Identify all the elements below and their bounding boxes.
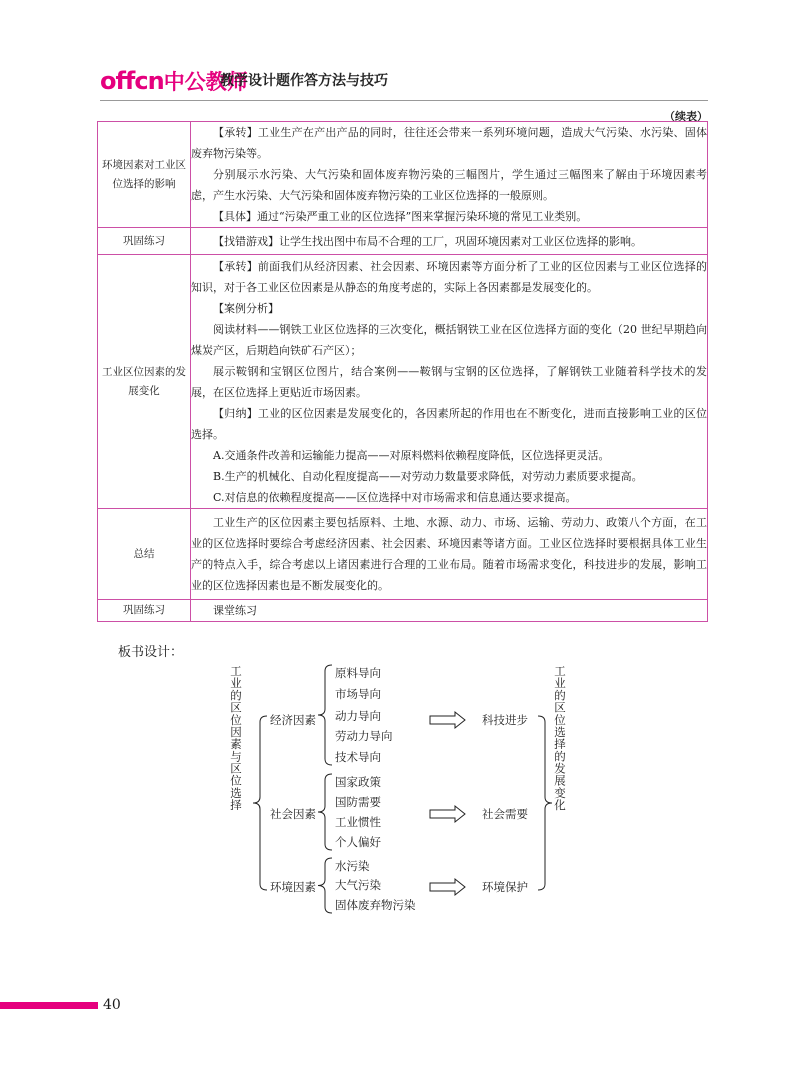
logo-text: offcn: [100, 67, 164, 95]
content-paragraph: 【归纳】工业的区位因素是发展变化的，各因素所起的作用也在不断变化，进而直接影响工业的区位选择。: [191, 406, 707, 441]
group-item: 固体废弃物污染: [335, 898, 416, 912]
group-result: 社会需要: [482, 807, 528, 821]
continued-label: （续表）: [664, 110, 708, 123]
page-number: 40: [103, 997, 121, 1013]
left-vertical-label: 工业的区位因素与区位选择: [229, 664, 243, 812]
content-paragraph: 工业生产的区位因素主要包括原料、土地、水源、动力、市场、运输、劳动力、政策八个方面，在工业的区位选择时要综合考虑经济因素、社会因素、环境因素等诸方面。工业区位选择时要根据具体工业生产的特点入手，综合考虑以上诸因素进行合理的工业布局。随着市场需求变化，科技进步的发展，影响工业的区位选择因素也是不断发展变化的。: [191, 516, 707, 592]
group-item: 原料导向: [335, 666, 381, 680]
arrow-icon: [430, 806, 465, 822]
row-label: 环境因素对工业区位选择的影响: [98, 122, 191, 228]
group-item: 国防需要: [335, 795, 381, 809]
arrow-icon: [430, 712, 465, 728]
content-paragraph: B.生产的机械化、自动化程度提高——对劳动力数量要求降低，对劳动力素质要求提高。: [213, 469, 643, 483]
group-item: 工业惯性: [335, 815, 381, 829]
group-item: 个人偏好: [335, 835, 381, 849]
group-item: 技术导向: [335, 750, 381, 764]
row-label: 总结: [98, 509, 191, 600]
content-paragraph: 【承转】前面我们从经济因素、社会因素、环境因素等方面分析了工业的区位因素与工业区位选择的知识，对于各工业区位因素是从静态的角度考虑的，实际上各因素都是发展变化的。: [191, 259, 707, 294]
group-brace: [318, 858, 332, 913]
group-item: 劳动力导向: [335, 729, 393, 743]
group-name: 经济因素: [270, 713, 316, 727]
group-result: 环境保护: [482, 880, 528, 894]
board-design-title: 板书设计：: [118, 645, 184, 660]
right-vertical-label: 工业的区位选择的发展变化: [553, 664, 567, 812]
group-name: 环境因素: [270, 880, 316, 894]
header-title: 教学设计题作答方法与技巧: [220, 73, 388, 89]
content-paragraph: 阅读材料——钢铁工业区位选择的三次变化，概括钢铁工业在区位选择方面的变化（20 世纪早期趋向煤炭产区，后期趋向铁矿石产区）；: [191, 322, 707, 357]
content-paragraph: A.交通条件改善和运输能力提高——对原料燃料依赖程度降低，区位选择更灵活。: [213, 448, 610, 462]
content-paragraph: 【案例分析】: [213, 301, 279, 315]
content-paragraph: C.对信息的依赖程度提高——区位选择中对市场需求和信息通达要求提高。: [213, 490, 577, 504]
right-outer-brace: [538, 716, 552, 890]
group-item: 水污染: [335, 859, 370, 873]
group-item: 动力导向: [335, 709, 381, 723]
content-paragraph: 【具体】通过“污染严重工业的区位选择”图来掌握污染环境的常见工业类别。: [213, 210, 588, 223]
content-paragraph: 课堂练习: [213, 604, 257, 617]
group-name: 社会因素: [270, 807, 316, 821]
content-paragraph: 【承转】工业生产在产出产品的同时，往往还会带来一系列环境问题，造成大气污染、水污染、固体废弃物污染等。: [191, 126, 707, 160]
content-paragraph: 【找错游戏】让学生找出图中布局不合理的工厂，巩固环境因素对工业区位选择的影响。: [213, 234, 642, 248]
row-label: 工业区位因素的发展变化: [98, 255, 191, 509]
group-item: 国家政策: [335, 775, 381, 789]
row-label: 巩固练习: [98, 600, 191, 622]
row-label: 巩固练习: [98, 228, 191, 255]
arrow-icon: [430, 879, 465, 895]
group-result: 科技进步: [482, 713, 528, 727]
brand-text: 中公教师: [163, 70, 248, 94]
content-paragraph: 分别展示水污染、大气污染和固体废弃物污染的三幅图片，学生通过三幅图来了解由于环境因素考虑，产生水污染、大气污染和固体废弃物污染的工业区位选择的一般原则。: [191, 168, 707, 202]
group-item: 市场导向: [335, 687, 381, 701]
content-paragraph: 展示鞍钢和宝钢区位图片，结合案例——鞍钢与宝钢的区位选择，了解钢铁工业随着科学技术的发展，在区位选择上更贴近市场因素。: [191, 364, 707, 399]
group-brace: [318, 774, 332, 850]
left-outer-brace: [253, 716, 267, 890]
page-accent-bar: [0, 1002, 98, 1009]
group-item: 大气污染: [335, 878, 381, 892]
group-brace: [318, 665, 332, 765]
